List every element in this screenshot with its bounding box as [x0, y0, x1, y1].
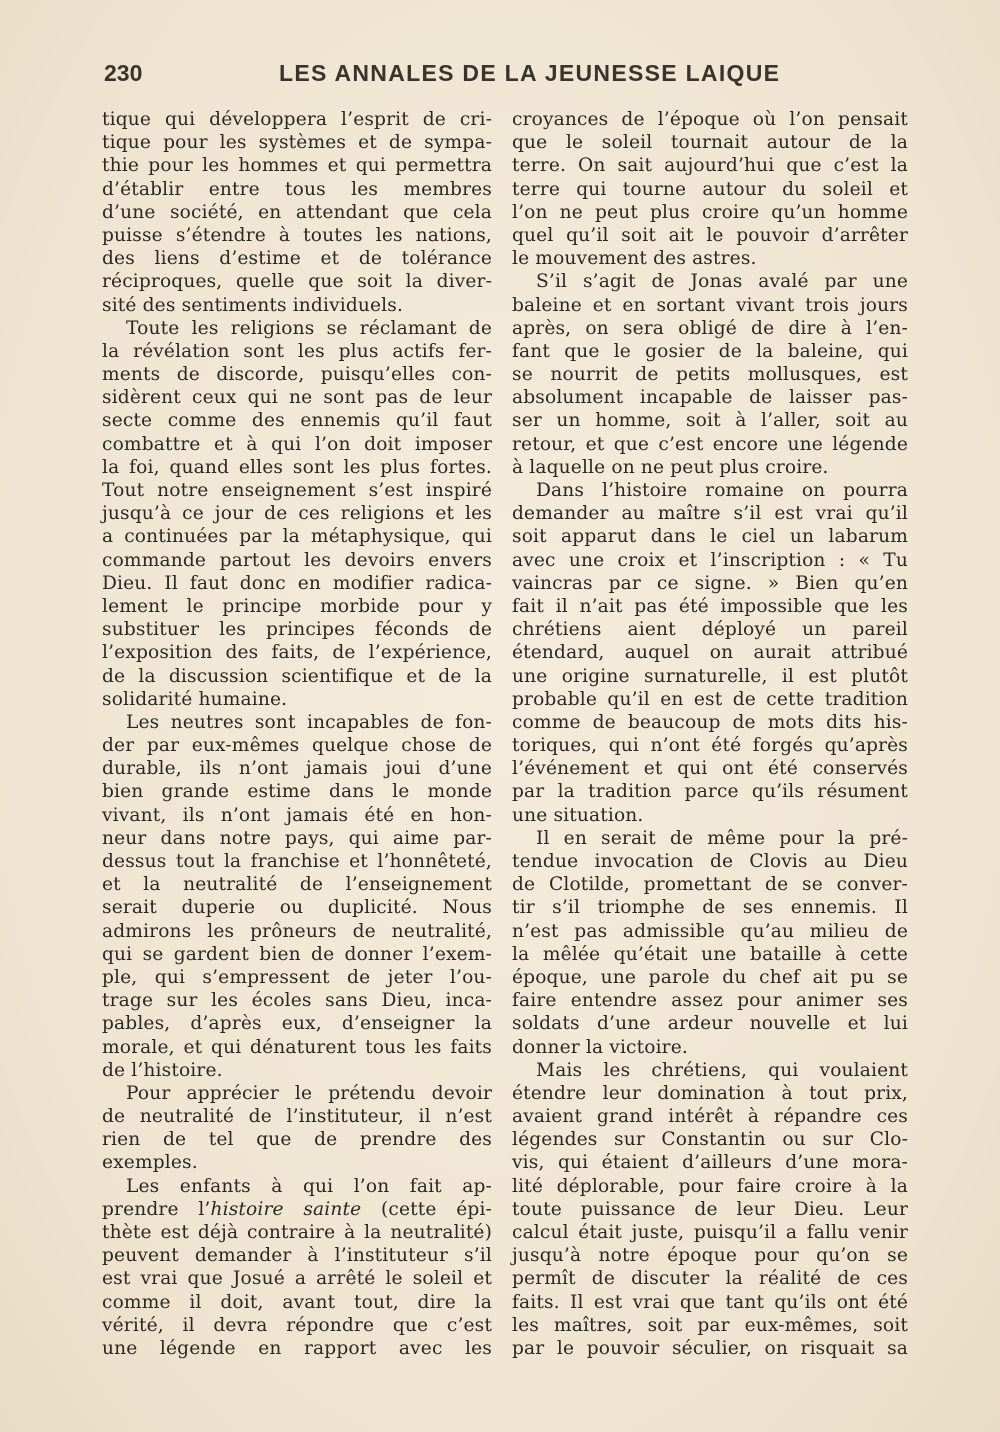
text-line: de la discussion scientifique et de la	[102, 665, 492, 687]
text-line: sidèrent ceux qui ne sont pas de leur	[102, 387, 492, 409]
text-line: ments de discorde, puisqu’elles con-	[102, 364, 492, 386]
text-line	[102, 1198, 492, 1221]
italic-title: histoire sainte	[210, 1198, 362, 1220]
text-line: admirons les prôneurs de neutralité,	[102, 920, 492, 942]
text-line: des liens d’estime et de tolérance	[102, 248, 492, 270]
text-line: Dieu. Il faut donc en modifier radica-	[102, 572, 492, 594]
text-line: fant que le gosier de la baleine, qui	[512, 340, 908, 362]
text-line: vaincras par ce signe. » Bien qu’en	[512, 572, 908, 594]
text-segment: prendre l’	[102, 1198, 211, 1220]
text-line: morale, et qui dénaturent tous les faits	[102, 1036, 492, 1058]
text-line: absolument incapable de laisser pas-	[512, 387, 908, 409]
text-line: d’une société, en attendant que cela	[102, 201, 492, 223]
text-line: retour, et que c’est encore une légende	[512, 433, 908, 455]
text-line: et la neutralité de l’enseignement	[102, 874, 492, 896]
text-line: calcul était juste, puisqu’il a fallu venir	[512, 1222, 908, 1243]
text-line: tendue invocation de Clovis au Dieu	[512, 851, 908, 872]
page-number: 230	[104, 60, 143, 86]
text-line: avaient grand intérêt à répandre ces	[512, 1106, 908, 1128]
text-line: dessus tout la franchise et l’honnêteté,	[102, 851, 492, 872]
text-line: Les neutres sont incapables de fon-	[126, 711, 492, 733]
text-line: faire entendre assez pour animer ses	[512, 990, 908, 1012]
text-line: fait il n’ait pas été impossible que les	[512, 595, 908, 617]
right-text-column	[512, 108, 908, 1360]
text-line: exemples.	[102, 1152, 198, 1174]
text-line: toriques, qui n’ont été forgés qu’après	[512, 735, 908, 757]
text-line: donner la victoire.	[512, 1036, 688, 1058]
text-line: soldats d’une ardeur nouvelle et lui	[512, 1013, 908, 1035]
text-line: quel qu’il soit ait le pouvoir d’arrêter	[512, 224, 908, 246]
text-line: sité des sentiments individuels.	[102, 294, 404, 316]
text-line: serait duperie ou duplicité. Nous	[102, 897, 492, 919]
text-line: à laquelle on ne peut plus croire.	[512, 456, 829, 478]
text-line: de Clotilde, promettant de se conver-	[512, 874, 908, 896]
text-line: que le soleil tournait autour de la	[512, 132, 908, 154]
text-line: est vrai que Josué a arrêté le soleil et	[102, 1268, 492, 1290]
text-line: l’on ne peut plus croire qu’un homme	[512, 201, 908, 223]
text-line: se nourrit de petits mollusques, est	[512, 364, 908, 386]
text-line: combattre et à qui l’on doit imposer	[102, 433, 492, 455]
text-line: a continuées par la métaphysique, qui	[102, 526, 492, 548]
text-line: baleine et en sortant vivant trois jours	[512, 294, 908, 316]
text-line: tique qui développera l’esprit de cri-	[102, 109, 492, 130]
text-line: de l’histoire.	[102, 1059, 223, 1081]
text-line: terre. On sait aujourd’hui que c’est la	[512, 155, 908, 177]
text-line: thie pour les hommes et qui permettra	[102, 155, 492, 177]
running-header	[104, 60, 781, 94]
text-line: chrétiens aient déployé un pareil	[512, 619, 908, 641]
text-line: lité déplorable, pour faire croire à la	[512, 1175, 908, 1197]
text-line: par la tradition parce qu’ils résument	[512, 781, 908, 803]
text-line: la foi, quand elles sont les plus fortes.	[102, 456, 492, 478]
text-line: une origine surnaturelle, il est plutôt	[512, 665, 908, 687]
text-line: l’exposition des faits, de l’expérience,	[102, 642, 492, 664]
text-line: vivant, ils n’ont jamais été en hon-	[102, 804, 492, 826]
text-line: secte comme des ennemis qu’il faut	[102, 410, 492, 432]
text-line: Tout notre enseignement s’est inspiré	[102, 480, 492, 501]
text-line: rien de tel que de prendre des	[102, 1129, 492, 1151]
text-line: vis, qui étaient d’ailleurs d’une mora-	[512, 1152, 908, 1174]
text-line: tir s’il triomphe de ses ennemis. Il	[512, 897, 908, 919]
text-line: puisse s’étendre à toutes les nations,	[102, 224, 492, 246]
text-line: le mouvement des astres.	[512, 248, 757, 270]
text-line: faits. Il est vrai que tant qu’ils ont été	[512, 1291, 908, 1313]
text-line: terre qui tourne autour du soleil et	[512, 178, 908, 200]
text-line: ser un homme, soit à l’aller, soit au	[512, 410, 908, 432]
text-line: une légende en rapport avec les	[102, 1337, 492, 1359]
text-line: durable, ils n’ont jamais joui d’une	[102, 758, 492, 780]
text-line: époque, une parole du chef ait pu se	[512, 966, 908, 988]
text-line: pables, d’après eux, d’enseigner la	[102, 1013, 492, 1035]
text-line: lement le principe morbide pour y	[102, 595, 492, 617]
text-line: permît de discuter la réalité de ces	[512, 1268, 908, 1290]
text-line: la mêlée qu’était une bataille à cette	[512, 943, 908, 965]
text-line: de neutralité de l’instituteur, il n’est	[102, 1106, 492, 1128]
text-line: l’événement et qui ont été conservés	[512, 758, 908, 780]
text-line: solidarité humaine.	[102, 688, 288, 710]
text-line: demander au maître s’il est vrai qu’il	[512, 503, 908, 525]
text-line: Mais les chrétiens, qui voulaient	[536, 1059, 908, 1081]
text-line: tique pour les systèmes et de sympa-	[102, 132, 492, 154]
text-line: ple, qui s’empressent de jeter l’ou-	[102, 966, 492, 988]
text-line: comme il doit, avant tout, dire la	[102, 1291, 492, 1313]
text-line: la révélation sont les plus actifs fer-	[102, 340, 492, 362]
text-line: Les enfants à qui l’on fait ap-	[126, 1175, 492, 1197]
text-line: une situation.	[512, 804, 644, 826]
text-line: Toute les religions se réclamant de	[126, 317, 492, 339]
text-line: jusqu’à notre époque pour qu’on se	[512, 1245, 908, 1267]
text-line: jusqu’à ce jour de ces religions et les	[102, 503, 492, 525]
text-line: neur dans notre pays, qui aime par-	[102, 827, 492, 849]
text-line: toute puissance de leur Dieu. Leur	[512, 1198, 908, 1220]
left-text-column	[102, 108, 492, 1360]
text-line: Dans l’histoire romaine on pourra	[536, 480, 908, 501]
text-line: bien grande estime dans le monde	[102, 781, 492, 803]
text-line: soit apparut dans le ciel un labarum	[512, 526, 908, 548]
text-line: substituer les principes féconds de	[102, 619, 492, 641]
text-line: peuvent demander à l’instituteur s’il	[102, 1245, 492, 1267]
text-line: trage sur les écoles sans Dieu, inca-	[102, 990, 492, 1012]
journal-title: LES ANNALES DE LA JEUNESSE LAIQUE	[279, 60, 781, 86]
text-line: n’est pas admissible qu’au milieu de	[512, 920, 908, 942]
text-line: croyances de l’époque où l’on pensait	[512, 109, 908, 130]
text-segment: (cette épi-	[361, 1198, 492, 1220]
text-line: par le pouvoir séculier, on risquait sa	[512, 1337, 908, 1359]
text-line: les maîtres, soit par eux-mêmes, soit	[512, 1314, 908, 1336]
text-line: d’établir entre tous les membres	[102, 178, 492, 200]
text-line: comme de beaucoup de mots dits his-	[512, 711, 908, 733]
text-line: thète est déjà contraire à la neutralité)	[102, 1222, 492, 1243]
text-line: légendes sur Constantin ou sur Clo-	[512, 1129, 908, 1151]
text-line: Il en serait de même pour la pré-	[536, 827, 908, 849]
text-line: réciproques, quelle que soit la diver-	[102, 271, 492, 293]
text-line: étendre leur domination à tout prix,	[512, 1082, 908, 1104]
text-line: avec une croix et l’inscription : « Tu	[512, 549, 908, 571]
text-line: S’il s’agit de Jonas avalé par une	[536, 271, 908, 293]
text-line: commande partout les devoirs envers	[102, 549, 492, 571]
text-line: vérité, il devra répondre que c’est	[102, 1314, 492, 1336]
text-line: der par eux-mêmes quelque chose de	[102, 735, 492, 757]
text-line: Pour apprécier le prétendu devoir	[126, 1082, 492, 1104]
text-line: après, on sera obligé de dire à l’en-	[512, 317, 908, 339]
text-line: probable qu’il en est de cette tradition	[512, 688, 908, 710]
text-line: étendard, auquel on aurait attribué	[512, 642, 908, 664]
text-line: qui se gardent bien de donner l’exem-	[102, 943, 492, 965]
